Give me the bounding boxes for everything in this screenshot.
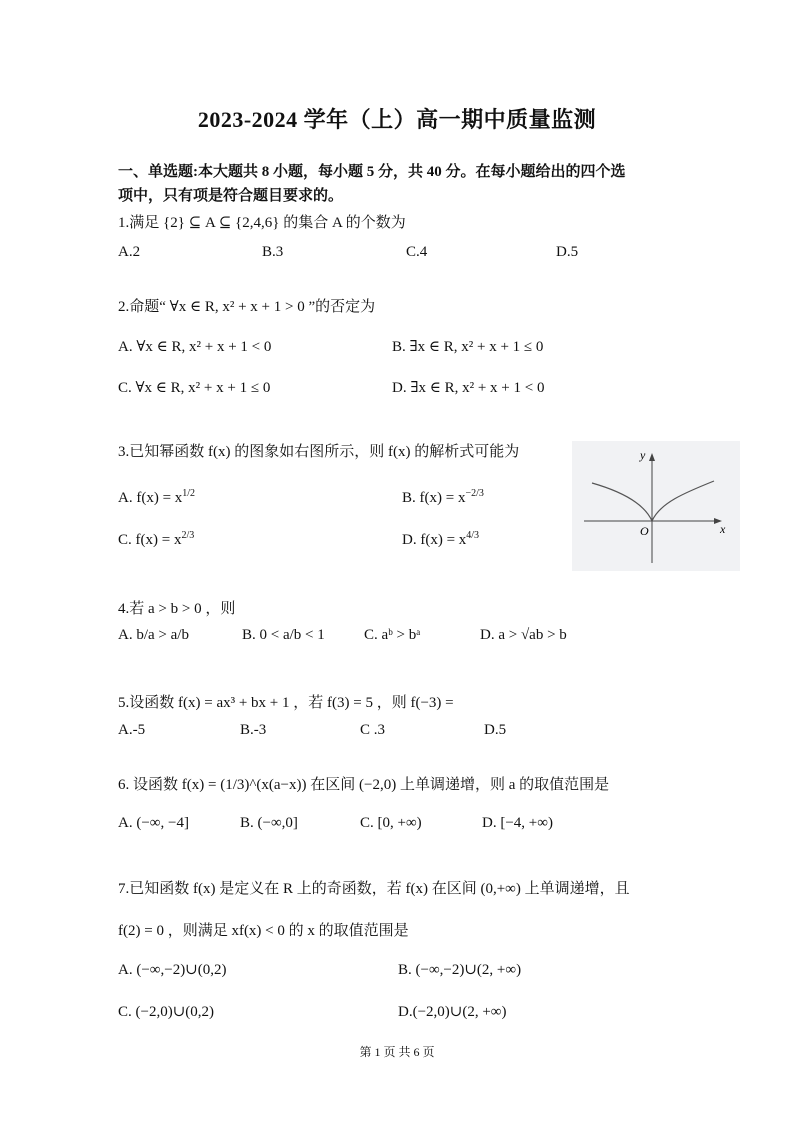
q1-option-a: A.2 (118, 244, 141, 260)
y-axis-label: y (640, 448, 646, 462)
q4-option-b: B. 0 < a/b < 1 (242, 627, 325, 643)
curve-left-branch (592, 483, 652, 521)
q4-stem: 4.若 a > b > 0 ，则 (118, 601, 236, 617)
q5-option-b: B.-3 (240, 722, 267, 738)
q7-option-a: A. (−∞,−2)∪(0,2) (118, 962, 227, 978)
q3-function-graph (572, 441, 740, 571)
page-footer: 第 1 页 共 6 页 (359, 1045, 435, 1059)
q2-stem: 2.命题“ ∀x ∈ R, x² + x + 1 > 0 ”的否定为 (118, 299, 376, 315)
q7-option-b: B. (−∞,−2)∪(2, +∞) (398, 962, 522, 978)
q6-option-b: B. (−∞,0] (240, 815, 298, 831)
origin-label: O (640, 524, 649, 538)
q7-stem-line1: 7.已知函数 f(x) 是定义在 R 上的奇函数，若 f(x) 在区间 (0,+∞) 上单调递增，且 (118, 881, 630, 897)
q3-option-d (402, 530, 479, 549)
q3-option-c (118, 530, 194, 549)
y-axis-arrow (649, 453, 655, 461)
q7-stem-line2: f(2) = 0 ，则满足 xf(x) < 0 的 x 的取值范围是 (118, 923, 409, 939)
q2-option-b: B. ∃x ∈ R, x² + x + 1 ≤ 0 (392, 339, 544, 355)
q2-option-d: D. ∃x ∈ R, x² + x + 1 < 0 (392, 380, 545, 396)
q3-option-c-base: C. f(x) = x (118, 532, 182, 548)
page-title: 2023-2024 学年（上）高一期中质量监测 (197, 107, 597, 132)
q6-option-c: C. [0, +∞) (360, 815, 422, 831)
section-heading-line2: 项中，只有项是符合题目要求的。 (118, 188, 344, 204)
q4-option-c: C. aᵇ > bᵃ (364, 627, 421, 643)
q3-option-d-base: D. f(x) = x (402, 532, 467, 548)
section-heading-line1: 一、单选题:本大题共 8 小题，每小题 5 分，共 40 分。在每小题给出的四个选 (118, 164, 626, 180)
q3-option-a-base: A. f(x) = x (118, 490, 183, 506)
q3-option-b-exponent: −2/3 (465, 488, 484, 499)
q6-option-d: D. [−4, +∞) (482, 815, 553, 831)
q7-option-d: D.(−2,0)∪(2, +∞) (398, 1004, 507, 1020)
q4-option-d: D. a > √ab > b (480, 627, 567, 643)
q2-option-a: A. ∀x ∈ R, x² + x + 1 < 0 (118, 339, 272, 355)
q3-stem: 3.已知幂函数 f(x) 的图象如右图所示，则 f(x) 的解析式可能为 (118, 444, 520, 460)
q5-option-d: D.5 (484, 722, 507, 738)
x-axis-label: x (720, 522, 726, 536)
q3-option-a-exponent: 1/2 (182, 488, 196, 499)
curve-right-branch (652, 481, 714, 521)
q5-option-c: C .3 (360, 722, 386, 738)
q1-option-d: D.5 (556, 244, 579, 260)
q3-option-d-exponent: 4/3 (466, 530, 480, 541)
q3-graph-svg (572, 441, 740, 571)
q6-option-a: A. (−∞, −4] (118, 815, 189, 831)
q7-option-c: C. (−2,0)∪(0,2) (118, 1004, 215, 1020)
q3-option-a (118, 488, 195, 507)
q3-option-b (402, 488, 484, 507)
q3-option-b-base: B. f(x) = x (402, 490, 466, 506)
q5-stem: 5.设函数 f(x) = ax³ + bx + 1 ，若 f(3) = 5 ，则 f(−3) = (118, 695, 454, 711)
q2-option-c: C. ∀x ∈ R, x² + x + 1 ≤ 0 (118, 380, 271, 396)
q5-option-a: A.-5 (118, 722, 146, 738)
q4-option-a: A. b/a > a/b (118, 627, 189, 643)
q1-option-c: C.4 (406, 244, 428, 260)
q1-stem: 1.满足 {2} ⊆ A ⊆ {2,4,6} 的集合 A 的个数为 (118, 215, 406, 231)
q1-option-b: B.3 (262, 244, 284, 260)
q6-stem: 6. 设函数 f(x) = (1/3)^(x(a−x)) 在区间 (−2,0) 上单调递增，则 a 的取值范围是 (118, 777, 610, 793)
q3-option-c-exponent: 2/3 (181, 530, 195, 541)
